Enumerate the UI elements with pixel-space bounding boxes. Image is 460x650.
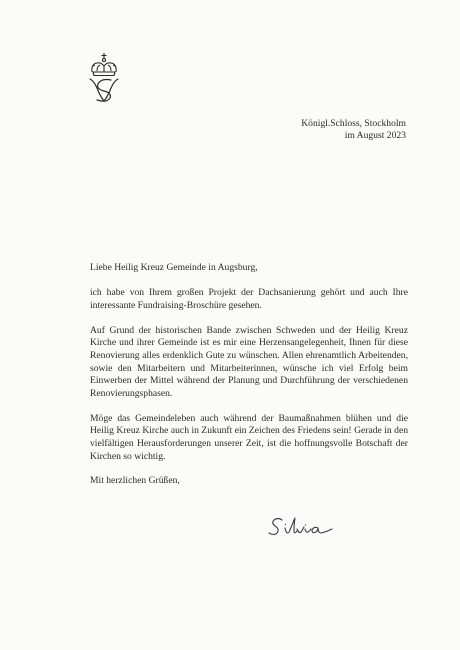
place-and-date	[301, 118, 406, 143]
paragraph-1: ich habe von Ihrem großen Projekt der Dachsanierung gehört und auch Ihre interessante Fundraising-Broschüre gesehen.	[90, 287, 408, 311]
letter-body	[90, 262, 408, 500]
letter-location: Königl.Schloss, Stockholm	[301, 118, 406, 129]
closing: Mit herzlichen Grüßen,	[90, 475, 180, 487]
royal-crown-monogram-icon	[84, 52, 124, 104]
handwritten-signature	[266, 514, 356, 540]
salutation: Liebe Heilig Kreuz Gemeinde in Augsburg,	[90, 262, 258, 273]
letter-date: im August 2023	[344, 130, 406, 142]
paragraph-3: Möge das Gemeindeleben auch während der Baumaßnahmen blühen und die Heilig Kreuz Kirche auch in Zukunft ein Zeichen des Friedens sein! Gerade in den vielfältigen Herausforderungen unserer Zeit, ist die hoffnungsvolle Botschaft der Kirchen so wichtig.	[90, 412, 408, 462]
paragraph-2: Auf Grund der historischen Bande zwischen Schweden und der Heilig Kreuz Kirche und ihrer Gemeinde ist es mir eine Herzensangelegenheit, Ihnen für diese Renovierung alles erdenklich Gute zu wünschen. Allen ehrenamtlich Arbeitenden, sowie den Mitarbeitern und Mitarbeiterinnen, wünsche ich viel Erfolg beim Einwerben der Mittel während der Planung und Durchführung der verschiedenen Renovierungsphasen.	[90, 324, 408, 399]
